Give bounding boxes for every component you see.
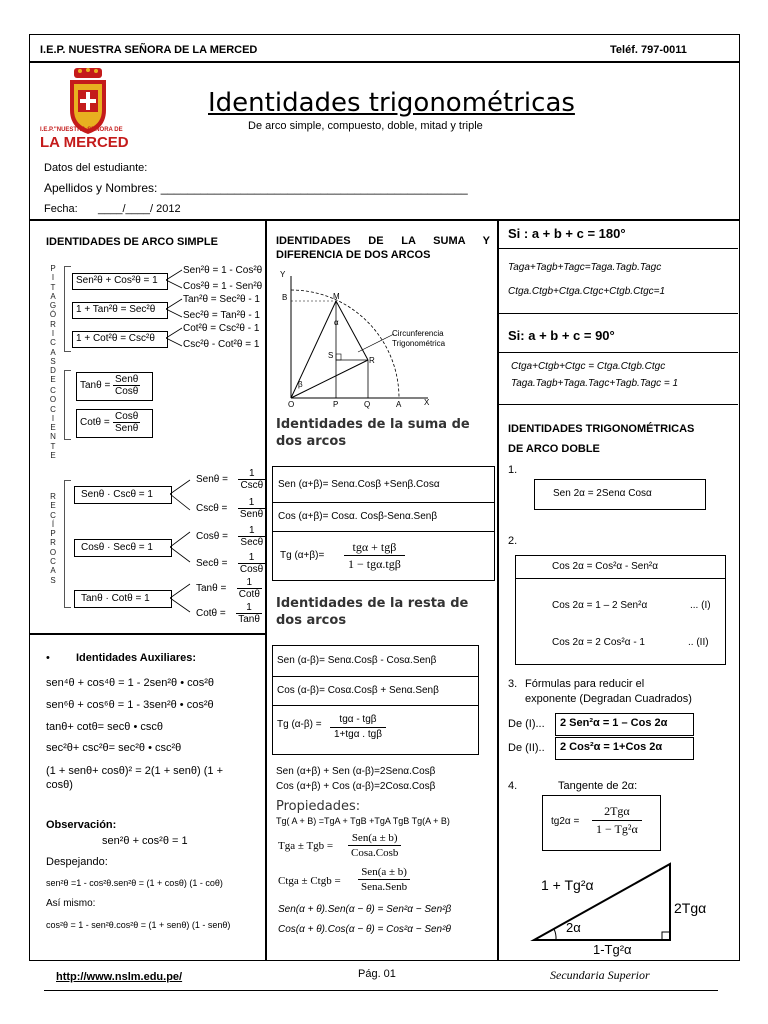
footer-line — [44, 990, 718, 991]
diagram-o: O — [288, 400, 295, 409]
pyth-box-1: Sen²θ + Cos²θ = 1 — [72, 273, 168, 290]
diagram-circ-1: Circunferencia — [392, 329, 444, 338]
cos2a-sep — [515, 578, 725, 579]
de-ii-box: 2 Cos²α = 1+Cos 2α — [555, 737, 694, 760]
cond-90-title: Si: a + b + c = 90° — [508, 328, 615, 343]
cond-180-sep — [498, 248, 738, 249]
aux-title: Identidades Auxiliares: — [76, 652, 197, 664]
student-name-line: Apellidos y Nombres: ______________________________________________ — [44, 181, 468, 195]
num-1: 1. — [508, 464, 518, 476]
resta-sep-1 — [272, 676, 478, 677]
cos2a-3: Cos 2α = 2 Cos²α - 1 — [552, 637, 645, 648]
aux-3: tanθ+ cotθ= secθ • cscθ — [46, 721, 163, 733]
pyth-box-2: 1 + Tan²θ = Sec²θ — [72, 302, 168, 319]
diagram-m: M — [333, 292, 340, 301]
suma-sep-1 — [272, 502, 494, 503]
diagram-a: A — [396, 400, 402, 409]
phone-number: Teléf. 797-0011 — [610, 44, 687, 56]
pyth-3-result-a: Cot²θ = Csc²θ - 1 — [183, 323, 260, 334]
recip-1-a: Senθ = $\frac{1}{\text{Cscθ}}$ — [196, 468, 264, 491]
prop-title: Propiedades: — [276, 799, 361, 814]
prop-2-lhs: Tga ± Tgb = — [278, 840, 334, 852]
num-4: 4. — [508, 780, 518, 792]
prop-3-lhs: Ctga ± Ctgb = — [278, 875, 341, 887]
cos2a-tag-2: .. (II) — [688, 637, 709, 648]
pyth-box-3: 1 + Cot²θ = Csc²θ — [72, 331, 168, 348]
recip-box-3: Tanθ · Cotθ = 1 — [74, 590, 172, 608]
quot-box-1: Tanθ = Senθ Cosθ — [76, 372, 153, 401]
pyth-1-result-a: Sen²θ = 1 - Cos²θ — [183, 265, 263, 276]
de-i-box: 2 Sen²α = 1 – Cos 2α — [555, 713, 694, 736]
cond-180-eq-1: Taga+Tagb+Tagc=Taga.Tagb.Tagc — [508, 262, 662, 273]
doble-title-1: IDENTIDADES TRIGONOMÉTRICAS — [508, 423, 695, 435]
diagram-y: Y — [280, 270, 286, 279]
quot-box-2: Cotθ = Cosθ Senθ — [76, 409, 153, 438]
recip-2-a: Cosθ = $\frac{1}{\text{Secθ}}$ — [196, 525, 264, 548]
pyth-1-result-b: Cos²θ = 1 - Sen²θ — [183, 281, 263, 292]
diagram-p: P — [333, 400, 339, 409]
logo-caption-top: I.E.P."NUESTRA SEÑORA DE — [40, 127, 123, 133]
date-label: Fecha: — [44, 203, 78, 215]
recip-2-b: Secθ = $\frac{1}{\text{Cosθ}}$ — [196, 552, 264, 575]
triangle-hypotenuse: 1 + Tg²α — [541, 877, 594, 893]
prop-5: Cos(α + θ).Cos(α − θ) = Cos²α − Sen²θ — [278, 924, 451, 935]
suma-sen: Sen (α+β)= Senα.Cosβ +Senβ.Cosα — [278, 479, 440, 490]
prop-4: Sen(α + θ).Sen(α − θ) = Sen²α − Sen²β — [278, 904, 452, 915]
cond-90-top — [498, 313, 738, 314]
cond-90-sep — [498, 352, 738, 353]
deg-title-2: exponente (Degradan Cuadrados) — [525, 693, 692, 705]
footer-url[interactable]: http://www.nslm.edu.pe/ — [56, 971, 183, 983]
tg2a-lhs: tg2α = — [551, 816, 580, 827]
suma-tg-lhs: Tg (α+β)= — [280, 550, 325, 561]
aux-5: (1 + senθ+ cosθ)² = 2(1 + senθ) (1 + — [46, 765, 224, 777]
col1-title: IDENTIDADES DE ARCO SIMPLE — [46, 236, 218, 248]
doble-title-2: DE ARCO DOBLE — [508, 443, 600, 455]
diagram-alpha: α — [334, 318, 339, 327]
de-ii: De (II).. — [508, 742, 545, 754]
triangle-angle: 2α — [566, 920, 581, 935]
pyth-brace — [64, 266, 71, 352]
aux-2: sen⁶θ + cos⁶θ = 1 - 3sen²θ • cos²θ — [46, 699, 214, 711]
recip-arrows — [170, 470, 192, 620]
asi-eq: cos²θ = 1 - sen²θ.cos²θ = (1 + senθ) (1 - senθ) — [46, 920, 231, 930]
asi-mismo: Así mismo: — [46, 898, 96, 909]
resta-tg-frac: tgα - tgβ 1+tgα . tgβ — [330, 713, 386, 742]
school-logo — [60, 66, 116, 136]
cos2a-tag-1: ... (I) — [690, 600, 711, 611]
pyth-2-result-a: Tan²θ = Sec²θ - 1 — [183, 294, 260, 305]
de-label: D E — [50, 366, 56, 385]
cociente-label: C O C I E N T E — [49, 386, 57, 461]
tg2a-frac: 2Tgα 1 − Tg²α — [592, 803, 642, 838]
triangle-side: 2Tgα — [674, 900, 707, 916]
prop-3-frac: Sen(a ± b) Sena.Senb — [358, 865, 410, 894]
sen2a-box: Sen 2α = 2Senα Cosα — [534, 479, 706, 510]
obs-title: Observación: — [46, 819, 117, 831]
resta-sep-2 — [272, 705, 478, 706]
suma-tg-frac: tgα + tgβ 1 − tgα.tgβ — [344, 539, 405, 572]
prop-2-frac: Sen(a ± b) Cosa.Cosb — [348, 831, 401, 860]
cond-180-eq-2: Ctga.Ctgb+Ctga.Ctgc+Ctgb.Ctgc=1 — [508, 286, 666, 297]
cond-90-eq-2: Taga.Tagb+Taga.Tagc+Tagb.Tagc = 1 — [511, 378, 679, 389]
pitagoricas-label: P I T A G Ó R I C A S — [49, 264, 57, 366]
cos2a-1: Cos 2α = Cos²α - Sen²α — [552, 561, 658, 572]
header-divider — [30, 61, 739, 63]
extra-sen: Sen (α+β) + Sen (α-β)=2Senα.Cosβ — [276, 766, 436, 777]
recip-3-b: Cotθ = $\frac{1}{\text{Tanθ}}$ — [196, 602, 260, 625]
pyth-2-result-b: Sec²θ = Tan²θ - 1 — [183, 310, 260, 321]
num-2: 2. — [508, 535, 518, 547]
column-divider-2 — [497, 220, 499, 960]
resta-cos: Cos (α-β)= Cosα.Cosβ + Senα.Senβ — [277, 685, 439, 696]
extra-cos: Cos (α+β) + Cos (α-β)=2Cosα.Cosβ — [276, 781, 436, 792]
student-data-label: Datos del estudiante: — [44, 162, 148, 174]
diagram-r: R — [369, 356, 375, 365]
col2-title: IDENTIDADES DE LA SUMA Y DIFERENCIA DE DOS ARCOS — [276, 235, 490, 261]
diagram-s: S — [328, 351, 334, 360]
suma-title: Identidades de la suma de dos arcos — [276, 417, 470, 449]
double-angle-triangle — [530, 860, 680, 944]
logo-caption-bottom: LA MERCED — [40, 134, 129, 151]
cond-180-title: Si : a + b + c = 180° — [508, 226, 626, 241]
cos2a-2: Cos 2α = 1 – 2 Sen²α — [552, 600, 648, 611]
de-i: De (I)... — [508, 718, 545, 730]
diagram-b: B — [282, 293, 288, 302]
aux-1: sen⁴θ + cos⁴θ = 1 - 2sen²θ • cos²θ — [46, 677, 215, 689]
tangente-title: Tangente de 2α: — [558, 780, 638, 792]
resta-tg-lhs: Tg (α-β) = — [277, 719, 322, 730]
obs-eq: sen²θ + cos²θ = 1 — [102, 835, 188, 847]
footer-level: Secundaria Superior — [550, 968, 650, 982]
quot-brace — [64, 370, 71, 440]
page-title: Identidades trigonométricas — [208, 88, 575, 118]
aux-bullet: • — [46, 652, 50, 664]
diagram-q: Q — [364, 400, 371, 409]
resta-title: Identidades de la resta de dos arcos — [276, 596, 469, 628]
prop-1: Tg( A + B) =TgA + TgB +TgA TgB Tg(A + B) — [276, 816, 450, 826]
recip-box-1: Senθ · Cscθ = 1 — [74, 486, 172, 504]
column-divider-1 — [265, 220, 267, 960]
deg-title-1: Fórmulas para reducir el — [525, 678, 645, 690]
date-value: ____/____/ 2012 — [98, 203, 181, 215]
section-divider — [30, 219, 739, 221]
pyth-3-result-b: Csc²θ - Cot²θ = 1 — [183, 339, 260, 350]
col1-divider — [30, 633, 266, 635]
cond-90-eq-1: Ctga+Ctgb+Ctgc = Ctga.Ctgb.Ctgc — [511, 361, 666, 372]
triangle-base: 1-Tg²α — [593, 942, 632, 957]
diagram-x: X — [424, 398, 430, 407]
aux-6: cosθ) — [46, 779, 73, 791]
num-3: 3. — [508, 678, 518, 690]
school-name: I.E.P. NUESTRA SEÑORA DE LA MERCED — [40, 44, 258, 56]
recip-brace — [64, 480, 71, 608]
recip-box-2: Cosθ · Secθ = 1 — [74, 539, 172, 557]
resta-sen: Sen (α-β)= Senα.Cosβ - Cosα.Senβ — [277, 655, 437, 666]
diagram-beta: β — [298, 380, 303, 389]
doble-top — [498, 404, 738, 405]
aux-4: sec²θ+ csc²θ= sec²θ • csc²θ — [46, 742, 182, 754]
page-subtitle: De arco simple, compuesto, doble, mitad y triple — [248, 120, 483, 132]
recip-3-a: Tanθ = $\frac{1}{\text{Cotθ}}$ — [196, 577, 260, 600]
footer-page: Pág. 01 — [358, 968, 396, 980]
recip-1-b: Cscθ = $\frac{1}{\text{Senθ}}$ — [196, 497, 264, 520]
despejando: Despejando: — [46, 856, 108, 868]
reciprocas-label: R E C Í P R O C A S — [49, 492, 57, 585]
suma-cos: Cos (α+β)= Cosα. Cosβ-Senα.Senβ — [278, 511, 438, 522]
diagram-circ-2: Trigonométrica — [392, 339, 446, 348]
suma-sep-2 — [272, 531, 494, 532]
desp-eq: sen²θ =1 - cos²θ.sen²θ = (1 + cosθ) (1 - coθ) — [46, 878, 223, 888]
